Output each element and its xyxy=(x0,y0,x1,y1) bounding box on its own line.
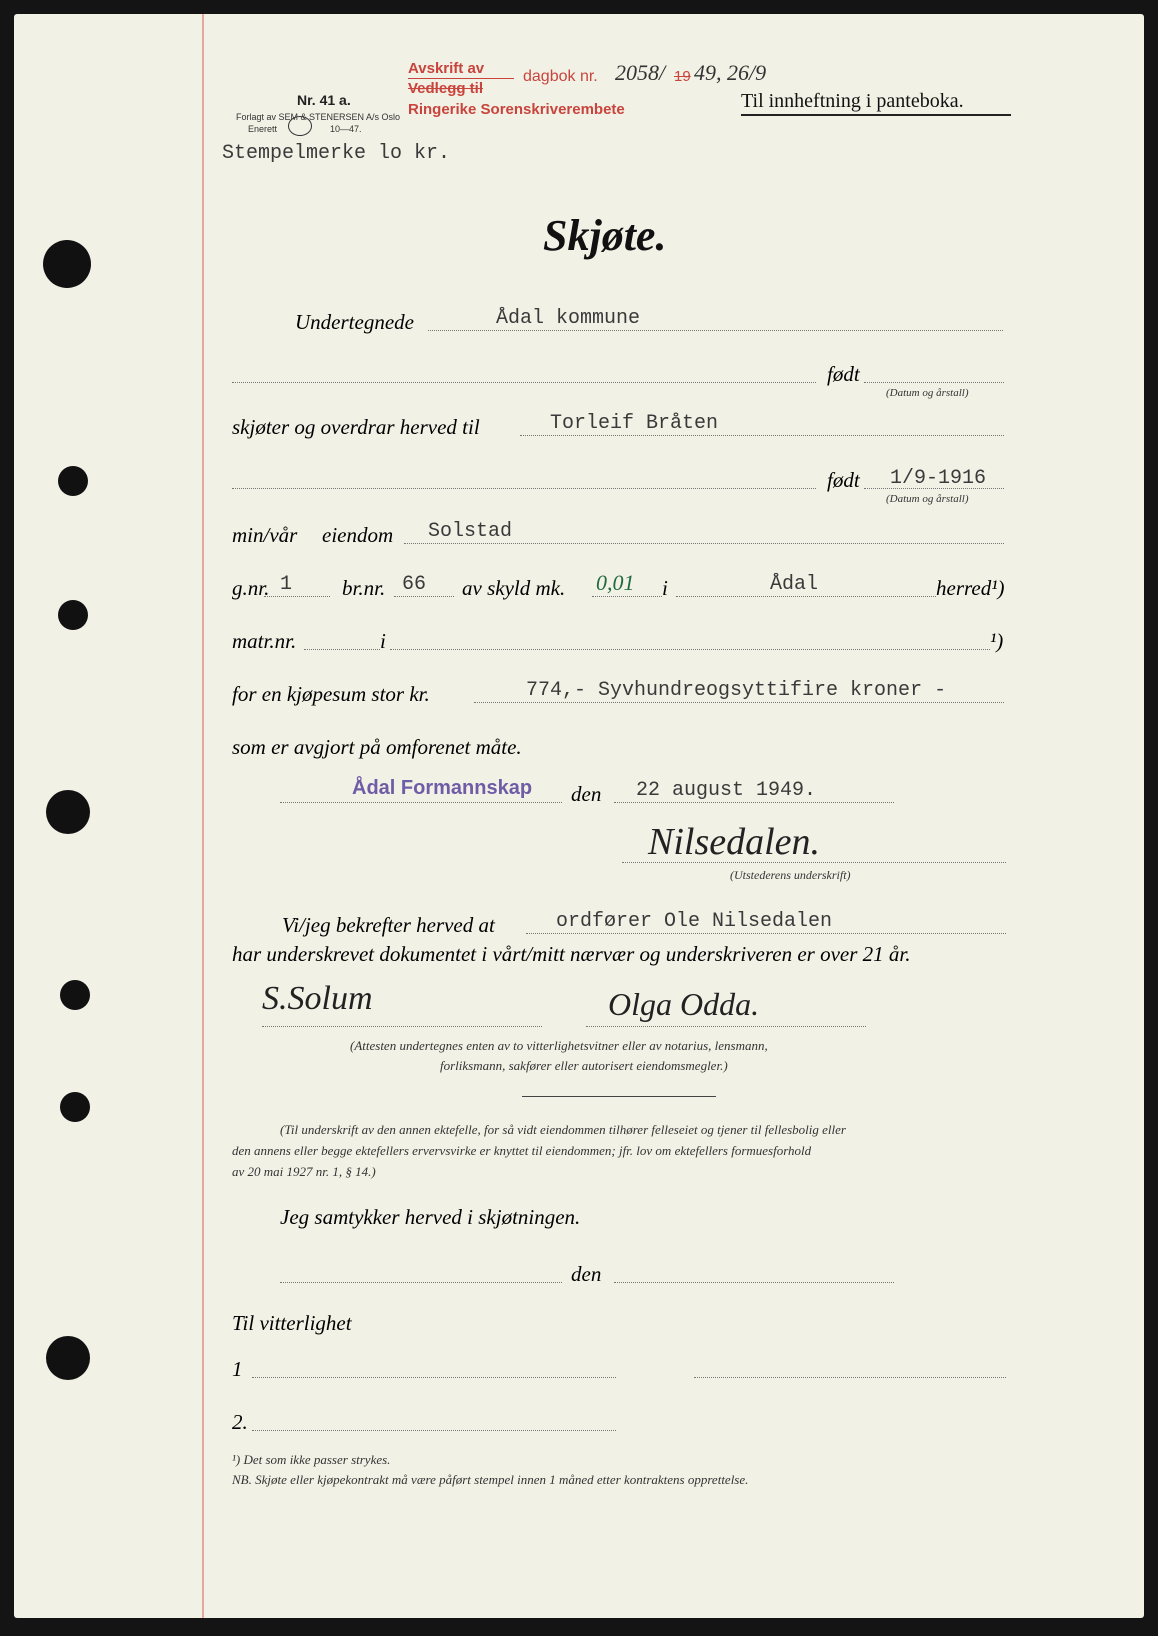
year-value: 49, 26/9 xyxy=(694,60,767,85)
issuer-hint: (Utstederens underskrift) xyxy=(730,868,851,882)
punch-hole xyxy=(46,790,90,834)
value-attest: ordfører Ole Nilsedalen xyxy=(556,910,833,933)
dotted-line xyxy=(864,382,1004,383)
dotted-line xyxy=(404,543,1004,544)
label-herred: herred¹) xyxy=(936,576,1005,600)
section-divider xyxy=(522,1096,716,1097)
value-property: Solstad xyxy=(428,520,513,543)
datum-hint-2: (Datum og årstall) xyxy=(886,493,969,505)
dotted-line xyxy=(390,649,990,650)
dotted-line xyxy=(304,649,380,650)
document-title: Skjøte. xyxy=(543,211,667,260)
label-vitterlighet: Til vitterlighet xyxy=(232,1311,352,1335)
label-kjopesum: for en kjøpesum stor kr. xyxy=(232,682,430,706)
consent-text: Jeg samtykker herved i skjøtningen. xyxy=(280,1205,581,1229)
text-avgjort: som er avgjort på omforenet måte. xyxy=(232,735,522,759)
dotted-line xyxy=(520,435,1004,436)
avskrift-underline xyxy=(408,78,514,79)
dotted-line xyxy=(614,802,894,803)
label-witness-2: 2. xyxy=(232,1410,248,1434)
spouse-note-1: (Til underskrift av den annen ektefelle, for så vidt eiendommen tilhører felleseiet og tjener til fellesbolig eller xyxy=(280,1122,846,1137)
text-attest-line2: har underskrevet dokumentet i vårt/mitt nærvær og underskriveren er over 21 år. xyxy=(232,942,911,966)
margin-rule xyxy=(202,14,204,1618)
label-matr-i: i xyxy=(380,629,386,653)
value-brnr: 66 xyxy=(402,573,427,596)
label-fodt-2: født xyxy=(827,468,860,492)
label-undertegnede: Undertegnede xyxy=(295,310,414,334)
stamp-vedlegg: Vedlegg til xyxy=(408,80,484,97)
value-birthdate: 1/9-1916 xyxy=(890,467,987,490)
form-number: Nr. 41 a. xyxy=(297,92,351,108)
value-date: 22 august 1949. xyxy=(636,779,817,802)
dotted-line xyxy=(676,596,936,597)
dotted-line xyxy=(252,1377,616,1378)
dotted-line xyxy=(428,330,1003,331)
value-herred: Ådal xyxy=(770,573,819,596)
dagbok-number: 2058/ xyxy=(615,60,666,85)
punch-hole xyxy=(58,600,88,630)
year-prefix: 19 xyxy=(674,68,691,85)
publisher-enerett: Enerett xyxy=(248,124,278,134)
label-skjoter: skjøter og overdrar herved til xyxy=(232,415,480,439)
value-skyld: 0,01 xyxy=(596,570,635,595)
label-matr: matr.nr. xyxy=(232,629,297,653)
attest-note-2: forliksmann, sakfører eller autorisert eiendomsmegler.) xyxy=(440,1058,728,1073)
publisher-logo xyxy=(288,116,312,136)
value-undertegnede: Ådal kommune xyxy=(496,307,641,330)
stamp-duty: Stempelmerke lo kr. xyxy=(222,142,451,165)
value-gnr: 1 xyxy=(280,573,293,596)
top-right-title: Til innheftning i panteboka. xyxy=(741,90,964,112)
top-right-rule xyxy=(741,114,1011,116)
label-gnr: g.nr. xyxy=(232,576,270,600)
punch-hole xyxy=(60,980,90,1010)
dotted-line xyxy=(264,596,330,597)
dotted-line xyxy=(526,933,1006,934)
label-min-var: min/vår xyxy=(232,523,298,547)
label-matr-note: ¹) xyxy=(990,629,1004,653)
label-den-2: den xyxy=(571,1262,602,1286)
punch-hole xyxy=(58,466,88,496)
dotted-line xyxy=(280,1282,562,1283)
punch-hole xyxy=(60,1092,90,1122)
spouse-note-2: den annens eller begge ektefellers ervervsvirke er knyttet til eiendommen; jfr. lov om ektefellers formuesforhold xyxy=(232,1143,812,1158)
dotted-line xyxy=(232,382,816,383)
dotted-line xyxy=(586,1026,866,1027)
label-skyld: av skyld mk. xyxy=(462,576,566,600)
dotted-line xyxy=(280,802,562,803)
punch-hole xyxy=(43,240,91,288)
stamp-sorenskriver: Ringerike Sorenskriverembete xyxy=(408,101,625,118)
value-buyer: Torleif Bråten xyxy=(550,412,719,435)
label-fodt: født xyxy=(827,362,860,386)
label-eiendom: eiendom xyxy=(322,523,394,547)
footnote-1: ¹) Det som ikke passer strykes. xyxy=(232,1452,391,1467)
label-den: den xyxy=(571,782,602,806)
dagbok-label: dagbok nr. xyxy=(523,68,598,85)
label-brnr: br.nr. xyxy=(342,576,386,600)
stamp-avskrift: Avskrift av xyxy=(408,60,485,77)
spouse-note-3: av 20 mai 1927 nr. 1, § 14.) xyxy=(232,1164,376,1179)
label-attest: Vi/jeg bekrefter herved at xyxy=(282,913,495,937)
dotted-line xyxy=(394,596,454,597)
punch-hole xyxy=(46,1336,90,1380)
dotted-line xyxy=(232,488,816,489)
publisher-year: 10—47. xyxy=(330,124,362,134)
publisher-line: Forlagt av SEM & STENERSEN A/s Oslo xyxy=(236,112,401,122)
dotted-line xyxy=(694,1377,1006,1378)
label-witness-1: 1 xyxy=(232,1357,243,1381)
value-price: 774,- Syvhundreogsyttifire kroner - xyxy=(526,679,947,702)
dotted-line xyxy=(474,702,1004,703)
dotted-line xyxy=(252,1430,616,1431)
dotted-line xyxy=(262,1026,542,1027)
attest-note-1: (Attesten undertegnes enten av to vitterlighetsvitner eller av notarius, lensmann, xyxy=(350,1038,768,1053)
place-stamp: Ådal Formannskap xyxy=(352,777,533,799)
witness-1-signature: S.Solum xyxy=(262,980,373,1017)
witness-2-signature: Olga Odda. xyxy=(608,986,760,1022)
datum-hint: (Datum og årstall) xyxy=(886,387,969,399)
label-i: i xyxy=(662,576,668,600)
issuer-signature: Nilsedalen. xyxy=(648,821,821,863)
dotted-line xyxy=(592,596,662,597)
footnote-2: NB. Skjøte eller kjøpekontrakt må være påført stempel innen 1 måned etter kontraktens opprettelse. xyxy=(232,1472,749,1487)
dotted-line xyxy=(614,1282,894,1283)
